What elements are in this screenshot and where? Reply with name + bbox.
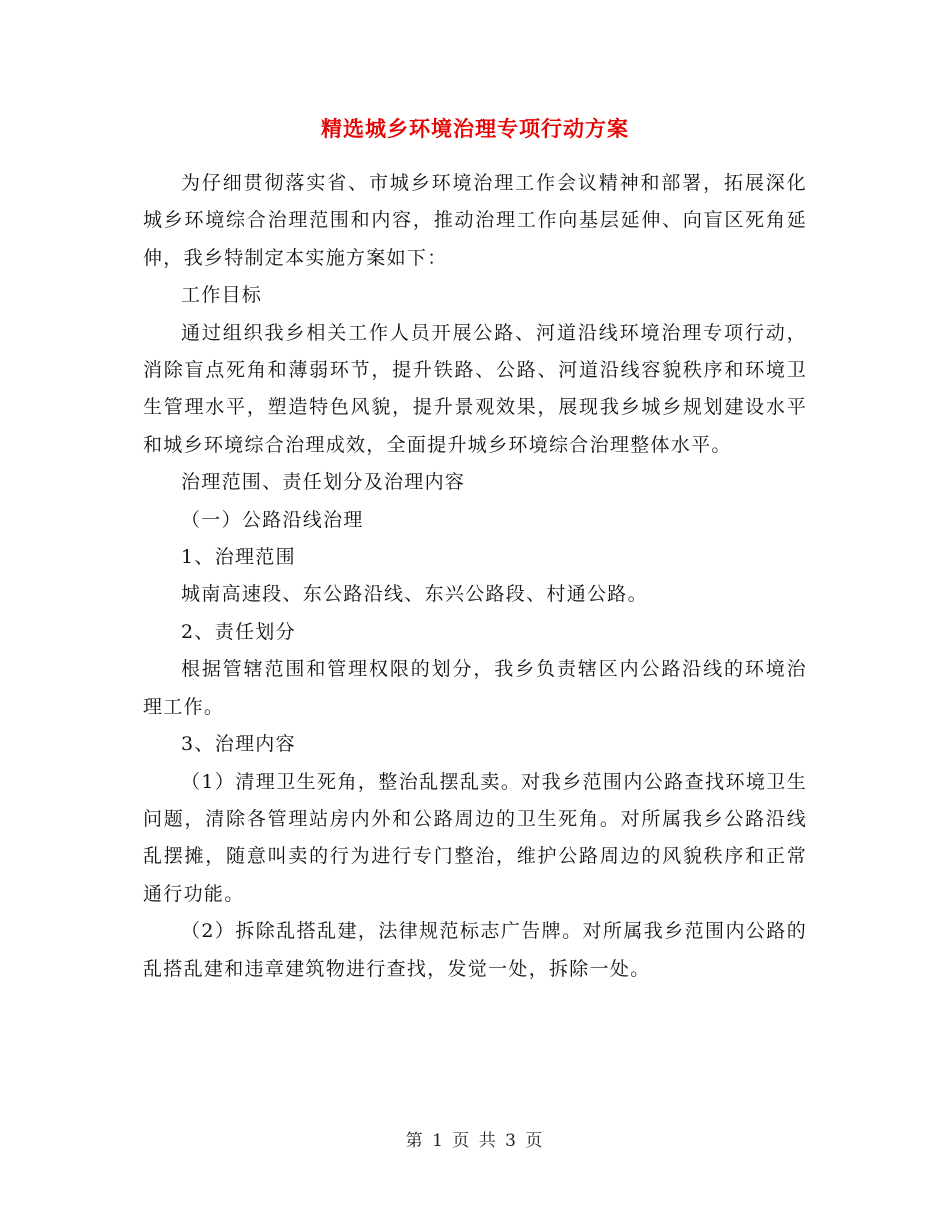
item-heading-responsibility: 2、责任划分 (181, 620, 296, 643)
document-body (143, 165, 807, 988)
content-paragraph-1: （1）清理卫生死角，整治乱摆乱卖。对我乡范围内公路查找环境卫生问题，清除各管理站房内外和公路周边的卫生死角。对所属我乡公路沿线乱摆摊，随意叫卖的行为进行专门整治，维护公路周边的风貌秩序和正常通行功能。 (143, 770, 807, 905)
responsibility-paragraph: 根据管辖范围和管理权限的划分，我乡负责辖区内公路沿线的环境治理工作。 (143, 658, 807, 718)
document-title: 精选城乡环境治理专项行动方案 (321, 116, 629, 141)
item-heading-scope: 1、治理范围 (181, 546, 296, 569)
goal-paragraph: 通过组织我乡相关工作人员开展公路、河道沿线环境治理专项行动，消除盲点死角和薄弱环节，提升铁路、公路、河道沿线容貌秩序和环境卫生管理水平，塑造特色风貌，提升景观效果，展现我乡城乡规划建设水平和城乡环境综合治理成效，全面提升城乡环境综合治理整体水平。 (143, 321, 807, 456)
content-paragraph-2: （2）拆除乱搭乱建，法律规范标志广告牌。对所属我乡范围内公路的乱搭乱建和违章建筑物进行查找，发觉一处，拆除一处。 (143, 920, 807, 980)
scope-paragraph: 城南高速段、东公路沿线、东兴公路段、村通公路。 (181, 583, 648, 606)
subsection-heading-road: （一）公路沿线治理 (181, 508, 364, 531)
item-heading-content: 3、治理内容 (181, 733, 296, 756)
intro-paragraph: 为仔细贯彻落实省、市城乡环境治理工作会议精神和部署，拓展深化城乡环境综合治理范围和内容，推动治理工作向基层延伸、向盲区死角延伸，我乡特制定本实施方案如下： (143, 172, 807, 269)
section-heading-scope: 治理范围、责任划分及治理内容 (181, 471, 466, 494)
section-heading-goal: 工作目标 (181, 284, 263, 307)
page-footer: 第 1 页 共 3 页 (405, 1131, 545, 1151)
